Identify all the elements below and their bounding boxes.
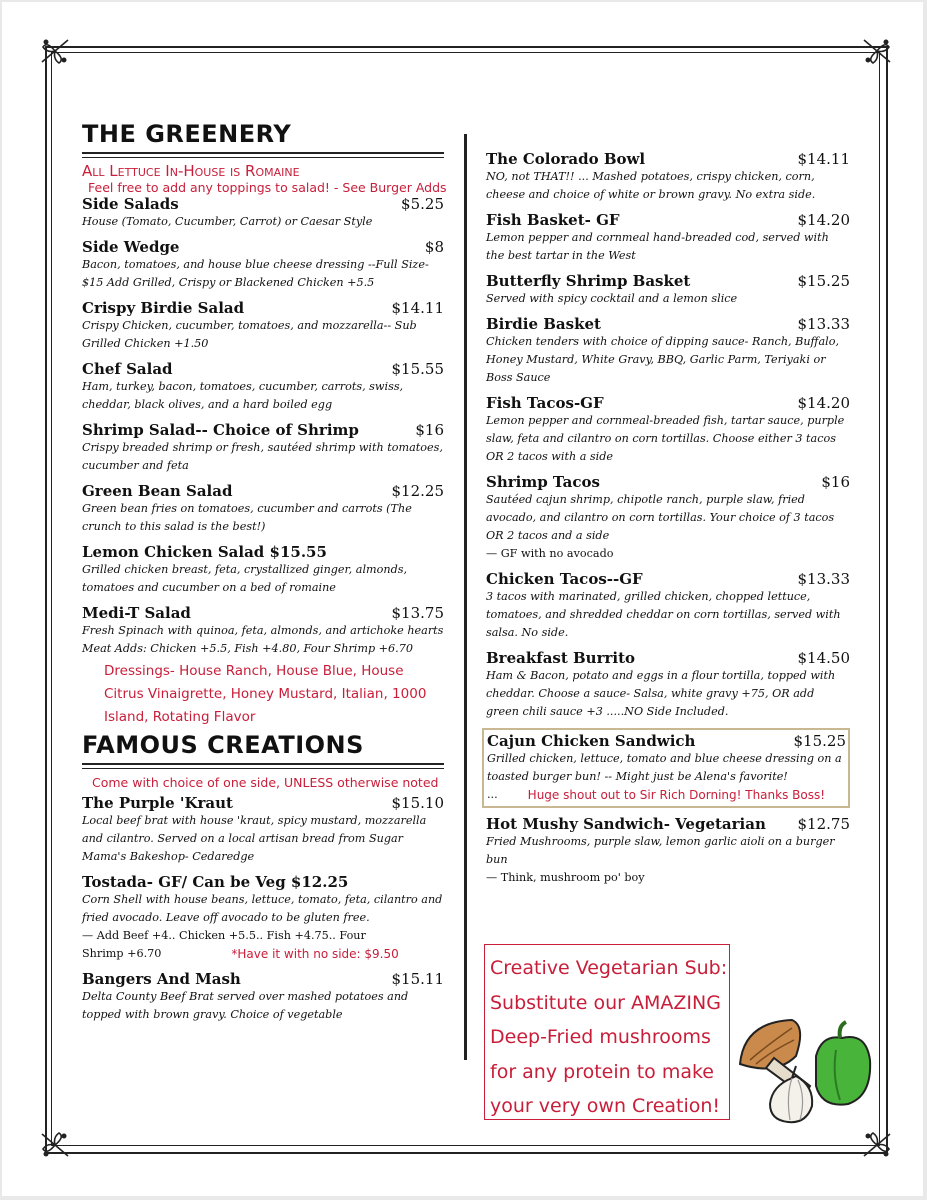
item-description: Corn Shell with house beans, lettuce, tomato, feta, cilantro and fried avocado. Leave off avocado to be gluten free. <box>82 893 443 924</box>
dressings-line: Dressings- House Ranch, House Blue, House <box>104 663 404 679</box>
item-name: Tostada- GF/ Can be Veg $12.25 <box>82 873 349 891</box>
item-name: Birdie Basket <box>486 315 601 333</box>
tostada-adds-row <box>82 945 444 963</box>
item-name: Bangers And Mash <box>82 970 241 988</box>
flourish-ornament-icon <box>38 36 72 66</box>
item-price: $16 <box>821 473 850 491</box>
item-name: Cajun Chicken Sandwich <box>487 732 696 750</box>
column-divider <box>464 134 467 1060</box>
romaine-note: All Lettuce In-House is Romaine <box>82 162 300 180</box>
section-rule <box>82 152 444 158</box>
menu-item <box>486 211 850 265</box>
item-name: Fish Tacos-GF <box>486 394 604 412</box>
item-price: $15.25 <box>797 272 850 290</box>
item-name: Breakfast Burrito <box>486 649 636 667</box>
item-description: Lemon pepper and cornmeal-breaded fish, tartar sauce, purple slaw, feta and cilantro on corn tortillas. Choose either 3 tacos OR 2 tacos with a side <box>486 414 845 463</box>
item-name: Lemon Chicken Salad $15.55 <box>82 543 327 561</box>
menu-item <box>486 570 850 642</box>
item-name: The Purple 'Kraut <box>82 794 233 812</box>
flourish-ornament-icon <box>860 1130 894 1160</box>
vegetarian-sub-box <box>484 944 730 1120</box>
side-note: Come with choice of one side, UNLESS otherwise noted <box>92 775 439 790</box>
veg-sub-line: Substitute our AMAZING <box>490 991 721 1014</box>
item-price: $16 <box>415 421 444 439</box>
item-price: $14.11 <box>391 299 444 317</box>
item-description: House (Tomato, Cucumber, Carrot) or Caesar Style <box>82 215 373 228</box>
item-price: $5.25 <box>401 195 444 213</box>
flourish-ornament-icon <box>38 1130 72 1160</box>
item-description: Fried Mushrooms, purple slaw, lemon garlic aioli on a burger bun <box>486 835 835 866</box>
item-description: Chicken tenders with choice of dipping sauce- Ranch, Buffalo, Honey Mustard, White Gravy, BBQ, Garlic Parm, Teriyaki or Boss Sauce <box>486 335 840 384</box>
menu-item <box>486 473 850 563</box>
item-price: $12.25 <box>391 482 444 500</box>
item-price: $15.11 <box>391 970 444 988</box>
menu-item <box>82 421 444 475</box>
menu-item <box>486 394 850 466</box>
item-description: Lemon pepper and cornmeal hand-breaded cod, served with the best tartar in the West <box>486 231 829 262</box>
item-description: Bacon, tomatoes, and house blue cheese dressing --Full Size- $15 Add Grilled, Crispy or Blackened Chicken +5.5 <box>82 258 429 289</box>
dressings-line: Island, Rotating Flavor <box>104 709 256 725</box>
menu-item <box>82 195 444 231</box>
item-price: $13.75 <box>391 604 444 622</box>
item-name: Shrimp Salad-- Choice of Shrimp <box>82 421 359 439</box>
item-description: Ham, turkey, bacon, tomatoes, cucumber, carrots, swiss, cheddar, black olives, and a hard boiled egg <box>82 380 404 411</box>
menu-item <box>82 299 444 353</box>
item-name: Side Wedge <box>82 238 180 256</box>
item-name: Hot Mushy Sandwich- Vegetarian <box>486 815 766 833</box>
item-price: $14.20 <box>797 211 850 229</box>
menu-item <box>82 794 444 866</box>
toppings-note: Feel free to add any toppings to salad! - See Burger Adds <box>88 180 447 195</box>
item-name: Chef Salad <box>82 360 173 378</box>
item-name: Green Bean Salad <box>82 482 233 500</box>
item-price: $14.20 <box>797 394 850 412</box>
item-price: $13.33 <box>797 315 850 333</box>
item-price: $8 <box>424 238 444 256</box>
menu-item <box>486 315 850 387</box>
greenery-title: THE GREENERY <box>82 120 292 148</box>
flourish-ornament-icon <box>860 36 894 66</box>
shout-out-row <box>487 786 846 804</box>
veg-sub-line: Creative Vegetarian Sub: <box>490 957 728 979</box>
item-description: Local beef brat with house 'kraut, spicy mustard, mozzarella and cilantro. Served on a local artisan bread from Sugar Mama's Bakeshop- Cedaredge <box>82 814 427 863</box>
menu-item <box>82 482 444 536</box>
item-name: Crispy Birdie Salad <box>82 299 245 317</box>
menu-page <box>2 2 923 1196</box>
item-price: $15.10 <box>391 794 444 812</box>
item-name: The Colorado Bowl <box>486 150 646 168</box>
item-price: $14.50 <box>797 649 850 667</box>
menu-item <box>82 604 444 658</box>
item-description: Grilled chicken breast, feta, crystallized ginger, almonds, tomatoes and cucumber on a bed of romaine <box>82 563 408 594</box>
item-description: Sautéed cajun shrimp, chipotle ranch, purple slaw, fried avocado, and cilantro on corn tortillas. Your choice of 3 tacos OR 2 tacos and a side <box>486 493 835 542</box>
menu-item <box>82 543 444 597</box>
menu-item <box>82 238 444 292</box>
menu-item <box>486 150 850 204</box>
item-description: NO, not THAT!! ... Mashed potatoes, crispy chicken, corn, cheese and choice of white or brown gravy. No extra side. <box>486 170 816 201</box>
menu-item <box>486 272 850 308</box>
item-description: Crispy Chicken, cucumber, tomatoes, and mozzarella-- Sub Grilled Chicken +1.50 <box>82 319 417 350</box>
tostada-no-side: *Have it with no side: $9.50 <box>231 947 399 961</box>
item-name: Chicken Tacos--GF <box>486 570 643 588</box>
item-description: Ham & Bacon, potato and eggs in a flour tortilla, topped with cheddar. Choose a sauce- Salsa, white gravy +75, OR add green chili sauce +3 .....NO Side Included. <box>486 669 836 718</box>
right-column <box>486 150 850 894</box>
item-name: Butterfly Shrimp Basket <box>486 272 691 290</box>
item-price: $15.25 <box>793 732 846 750</box>
veg-sub-line: for any protein to make <box>490 1060 714 1083</box>
menu-item <box>82 873 444 963</box>
item-description: Served with spicy cocktail and a lemon slice <box>486 292 738 305</box>
menu-item <box>82 970 444 1024</box>
item-description: Crispy breaded shrimp or fresh, sautéed shrimp with tomatoes, cucumber and feta <box>82 441 443 472</box>
dressings-line: Citrus Vinaigrette, Honey Mustard, Italian, 1000 <box>104 686 427 702</box>
bell-pepper-icon <box>816 1022 870 1105</box>
menu-item <box>82 360 444 414</box>
featured-menu-item <box>482 728 850 808</box>
item-price: $13.33 <box>797 570 850 588</box>
item-name: Side Salads <box>82 195 179 213</box>
item-description: Grilled chicken, lettuce, tomato and blue cheese dressing on a toasted burger bun! -- Might just be Alena's favorite! <box>487 752 842 783</box>
item-name: Medi-T Salad <box>82 604 191 622</box>
item-price: $14.11 <box>797 150 850 168</box>
meat-adds: Meat Adds: Chicken +5.5, Fish +4.80, Four Shrimp +6.70 <box>82 642 413 655</box>
menu-item <box>486 815 850 887</box>
item-extra-note: — Think, mushroom po' boy <box>486 871 645 884</box>
item-price: $12.75 <box>797 815 850 833</box>
shout-out: Huge shout out to Sir Rich Dorning! Thanks Boss! <box>527 788 826 802</box>
item-description: Delta County Beef Brat served over mashed potatoes and topped with brown gravy. Choice of vegetable <box>82 990 409 1021</box>
menu-item <box>486 649 850 721</box>
item-extra-note: — GF with no avocado <box>486 547 614 560</box>
item-name: Shrimp Tacos <box>486 473 600 491</box>
vegetables-illustration-icon <box>736 1016 872 1126</box>
dressings-list <box>82 660 444 729</box>
item-name: Fish Basket- GF <box>486 211 620 229</box>
item-description: 3 tacos with marinated, grilled chicken, chopped lettuce, tomatoes, and shredded cheddar on corn tortillas, served with salsa. No side. <box>486 590 841 639</box>
tostada-adds: — Add Beef +4.. Chicken +5.5.. Fish +4.75.. Four <box>82 929 366 942</box>
tostada-adds: Shrimp +6.70 <box>82 947 162 960</box>
item-description: Fresh Spinach with quinoa, feta, almonds, and artichoke hearts <box>82 624 444 637</box>
item-price: $15.55 <box>391 360 444 378</box>
item-description: Green bean fries on tomatoes, cucumber and carrots (The crunch to this salad is the best!) <box>82 502 412 533</box>
ellipsis-text: ... <box>487 788 498 801</box>
section-rule <box>82 763 444 769</box>
veg-sub-line: your very own Creation! <box>490 1095 721 1117</box>
left-column <box>82 120 447 1031</box>
veg-sub-line: Deep-Fried mushrooms <box>490 1026 711 1048</box>
creations-title: FAMOUS CREATIONS <box>82 731 364 759</box>
